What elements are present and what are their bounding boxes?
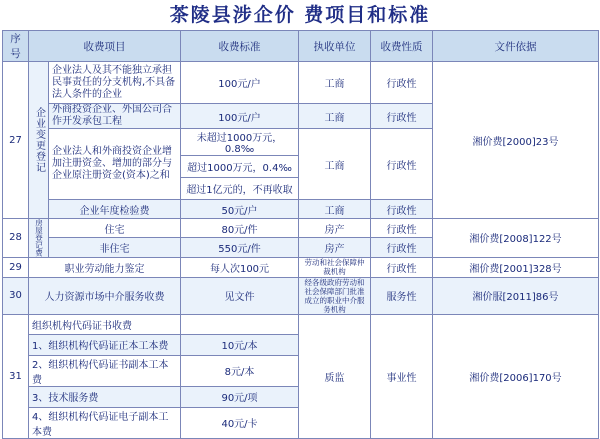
item-standard: 未超过1000万元，0.8‰ (181, 129, 299, 156)
item-name: 1、组织机构代码证正本工本费 (29, 334, 181, 355)
header-unit: 执收单位 (299, 31, 371, 62)
item-name: 人力资源市场中介服务收费 (29, 277, 181, 314)
table-header-row (3, 31, 599, 62)
item-nature: 行政性 (371, 62, 433, 104)
header-item: 收费项目 (29, 31, 181, 62)
item-nature: 行政性 (371, 238, 433, 257)
header-basis: 文件依据 (433, 31, 599, 62)
table-row (3, 277, 599, 314)
item-standard: 40元/卡 (181, 407, 299, 438)
row-number: 30 (3, 277, 29, 314)
header-standard: 收费标准 (181, 31, 299, 62)
item-standard: 100元/户 (181, 62, 299, 104)
table-row (3, 257, 599, 277)
item-standard: 8元/本 (181, 355, 299, 386)
item-unit: 工商 (299, 104, 371, 129)
item-nature: 事业性 (371, 314, 433, 438)
header-nature: 收费性质 (371, 31, 433, 62)
fee-table (2, 30, 599, 439)
row-number: 28 (3, 219, 29, 258)
row-group: 企业变更登记 (29, 62, 49, 219)
item-nature: 行政性 (371, 257, 433, 277)
item-standard: 90元/项 (181, 386, 299, 407)
page-title: 茶陵县涉企价 费项目和标准 (169, 4, 431, 26)
table-row (3, 314, 599, 334)
item-unit: 经各级政府劳动和社会保障部门批准成立的职业中介服务机构 (299, 277, 371, 314)
table-row (3, 219, 599, 238)
row-number: 29 (3, 257, 29, 277)
item-name: 住宅 (49, 219, 181, 238)
item-unit: 工商 (299, 62, 371, 104)
item-standard: 超过1000万元，0.4‰ (181, 156, 299, 178)
item-name: 企业法人和外商投资企业增加注册资金、增加的部分与企业原注册资金(资本)之和 (49, 129, 181, 200)
item-nature: 行政性 (371, 200, 433, 219)
item-nature: 行政性 (371, 129, 433, 200)
item-standard: 50元/户 (181, 200, 299, 219)
item-name: 非住宅 (49, 238, 181, 257)
item-nature: 服务性 (371, 277, 433, 314)
item-nature: 行政性 (371, 219, 433, 238)
row-basis: 湘价费[2001]328号 (433, 257, 599, 277)
row-basis: 湘价费[2008]122号 (433, 219, 599, 258)
item-name: 组织机构代码证书收费 (29, 314, 181, 334)
item-unit: 房产 (299, 238, 371, 257)
row-number: 31 (3, 314, 29, 438)
item-standard: 超过1亿元的，不再收取 (181, 178, 299, 200)
item-standard: 每人次100元 (181, 257, 299, 277)
item-nature: 行政性 (371, 104, 433, 129)
item-name: 4、组织机构代码证电子副本工本费 (29, 407, 181, 438)
item-name: 企业年度检验费 (49, 200, 181, 219)
row-number: 27 (3, 62, 29, 219)
header-number: 序号 (3, 31, 29, 62)
item-standard: 10元/本 (181, 334, 299, 355)
item-name: 3、技术服务费 (29, 386, 181, 407)
row-basis: 湘价费[2000]23号 (433, 62, 599, 219)
item-name: 企业法人及其不能独立承担民事责任的分支机构,不具备法人条件的企业 (49, 62, 181, 104)
item-unit: 劳动和社会保障仲裁机构 (299, 257, 371, 277)
row-basis: 湘价费[2006]170号 (433, 314, 599, 438)
item-unit: 质监 (299, 314, 371, 438)
item-standard (181, 314, 299, 334)
row-basis: 湘价服[2011]86号 (433, 277, 599, 314)
table-row (3, 62, 599, 104)
item-standard: 550元/件 (181, 238, 299, 257)
item-unit: 工商 (299, 200, 371, 219)
item-standard: 80元/件 (181, 219, 299, 238)
row-group: 房屋登记费 (29, 219, 49, 258)
item-name: 外商投资企业、外国公司合作开发承包工程 (49, 104, 181, 129)
item-standard: 见文件 (181, 277, 299, 314)
item-unit: 工商 (299, 129, 371, 200)
item-unit: 房产 (299, 219, 371, 238)
item-name: 2、组织机构代码证书副本工本费 (29, 355, 181, 386)
item-standard: 100元/户 (181, 104, 299, 129)
item-name: 职业劳动能力鉴定 (29, 257, 181, 277)
